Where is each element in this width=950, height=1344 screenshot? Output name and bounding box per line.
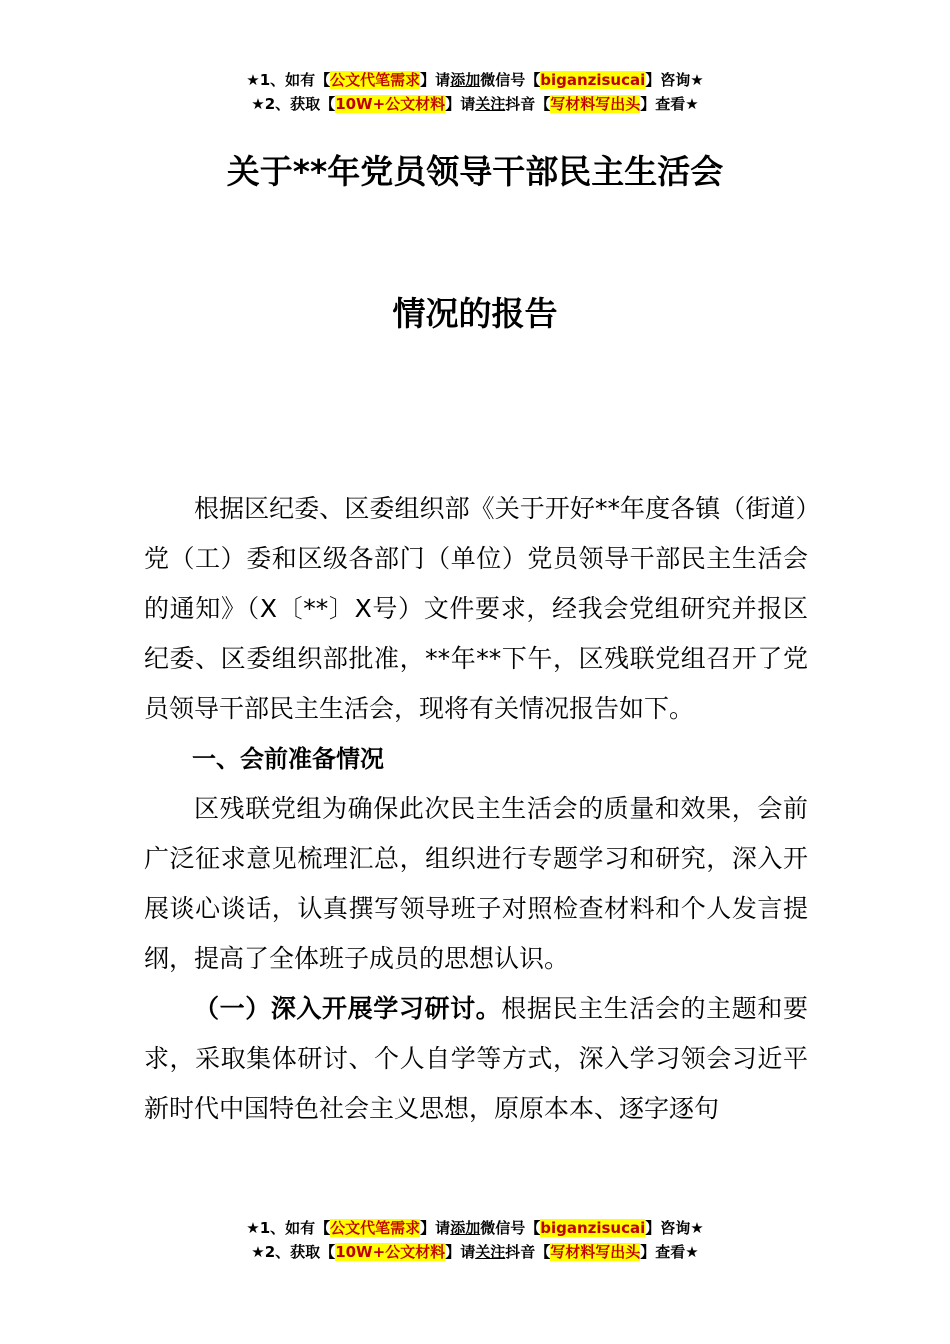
promo-douyin-name: 写材料写出头 — [550, 95, 641, 113]
paragraph-intro: 根据区纪委、区委组织部《关于开好**年度各镇（街道）党（工）委和区级各部门（单位）党员领导干部民主生活会的通知》（X〔**〕X号）文件要求，经我会党组研究并报区纪委、区委组织部批准，**年**下午，区残联党组召开了党员领导干部民主生活会，现将有关情况报告如下。 — [144, 494, 808, 723]
promo-underlined: 关注 — [475, 1243, 506, 1261]
promo-text: ★2、获取【 — [251, 1243, 336, 1261]
promo-underlined: 关注 — [475, 95, 506, 113]
promo-highlight: 10W+公文材料 — [335, 1243, 446, 1261]
promo-banner-bottom — [0, 1216, 950, 1264]
promo-underlined: 添加 — [450, 71, 481, 89]
promo-text: 微信号【 — [480, 71, 541, 89]
promo-text: 】请 — [420, 1219, 451, 1237]
paragraph-study-text: 根据民主生活会的主题和要求，采取集体研讨、个人自学等方式，深入学习领会习近平新时代中国特色社会主义思想，原原本本、逐字逐句 — [144, 994, 808, 1123]
promo-text: 】请 — [445, 1243, 476, 1261]
promo-douyin-name: 写材料写出头 — [550, 1243, 641, 1261]
document-body — [144, 484, 808, 1134]
promo-text: 】咨询★ — [645, 71, 704, 89]
promo-text: 】请 — [445, 95, 476, 113]
promo-text: 】查看★ — [640, 95, 699, 113]
promo-highlight: 公文代笔需求 — [330, 71, 421, 89]
promo-line-2 — [0, 1240, 950, 1264]
document-title-line-1: 关于**年党员领导干部民主生活会 — [226, 152, 724, 191]
subsection-lead: （一）深入开展学习研讨。 — [194, 994, 502, 1023]
promo-line-1 — [0, 68, 950, 92]
document-title-line-2: 情况的报告 — [392, 294, 558, 333]
promo-text: ★2、获取【 — [251, 95, 336, 113]
promo-underlined: 添加 — [450, 1219, 481, 1237]
promo-text: 】请 — [420, 71, 451, 89]
promo-banner-top — [0, 68, 950, 116]
paragraph-study — [144, 984, 808, 1134]
promo-wechat-id: biganzisucai — [540, 1219, 646, 1237]
promo-text: 】咨询★ — [645, 1219, 704, 1237]
promo-line-1 — [0, 1216, 950, 1240]
promo-text: ★1、如有【 — [246, 1219, 331, 1237]
promo-highlight: 10W+公文材料 — [335, 95, 446, 113]
section-heading-1: 一、会前准备情况 — [192, 745, 384, 773]
paragraph-preparation: 区残联党组为确保此次民主生活会的质量和效果，会前广泛征求意见梳理汇总，组织进行专题学习和研究，深入开展谈心谈话，认真撰写领导班子对照检查材料和个人发言提纲，提高了全体班子成员的思想认识。 — [144, 794, 808, 973]
promo-line-2 — [0, 92, 950, 116]
promo-text: 微信号【 — [480, 1219, 541, 1237]
promo-wechat-id: biganzisucai — [540, 71, 646, 89]
promo-highlight: 公文代笔需求 — [330, 1219, 421, 1237]
promo-text: ★1、如有【 — [246, 71, 331, 89]
promo-text: 抖音【 — [505, 95, 551, 113]
promo-text: 抖音【 — [505, 1243, 551, 1261]
promo-text: 】查看★ — [640, 1243, 699, 1261]
